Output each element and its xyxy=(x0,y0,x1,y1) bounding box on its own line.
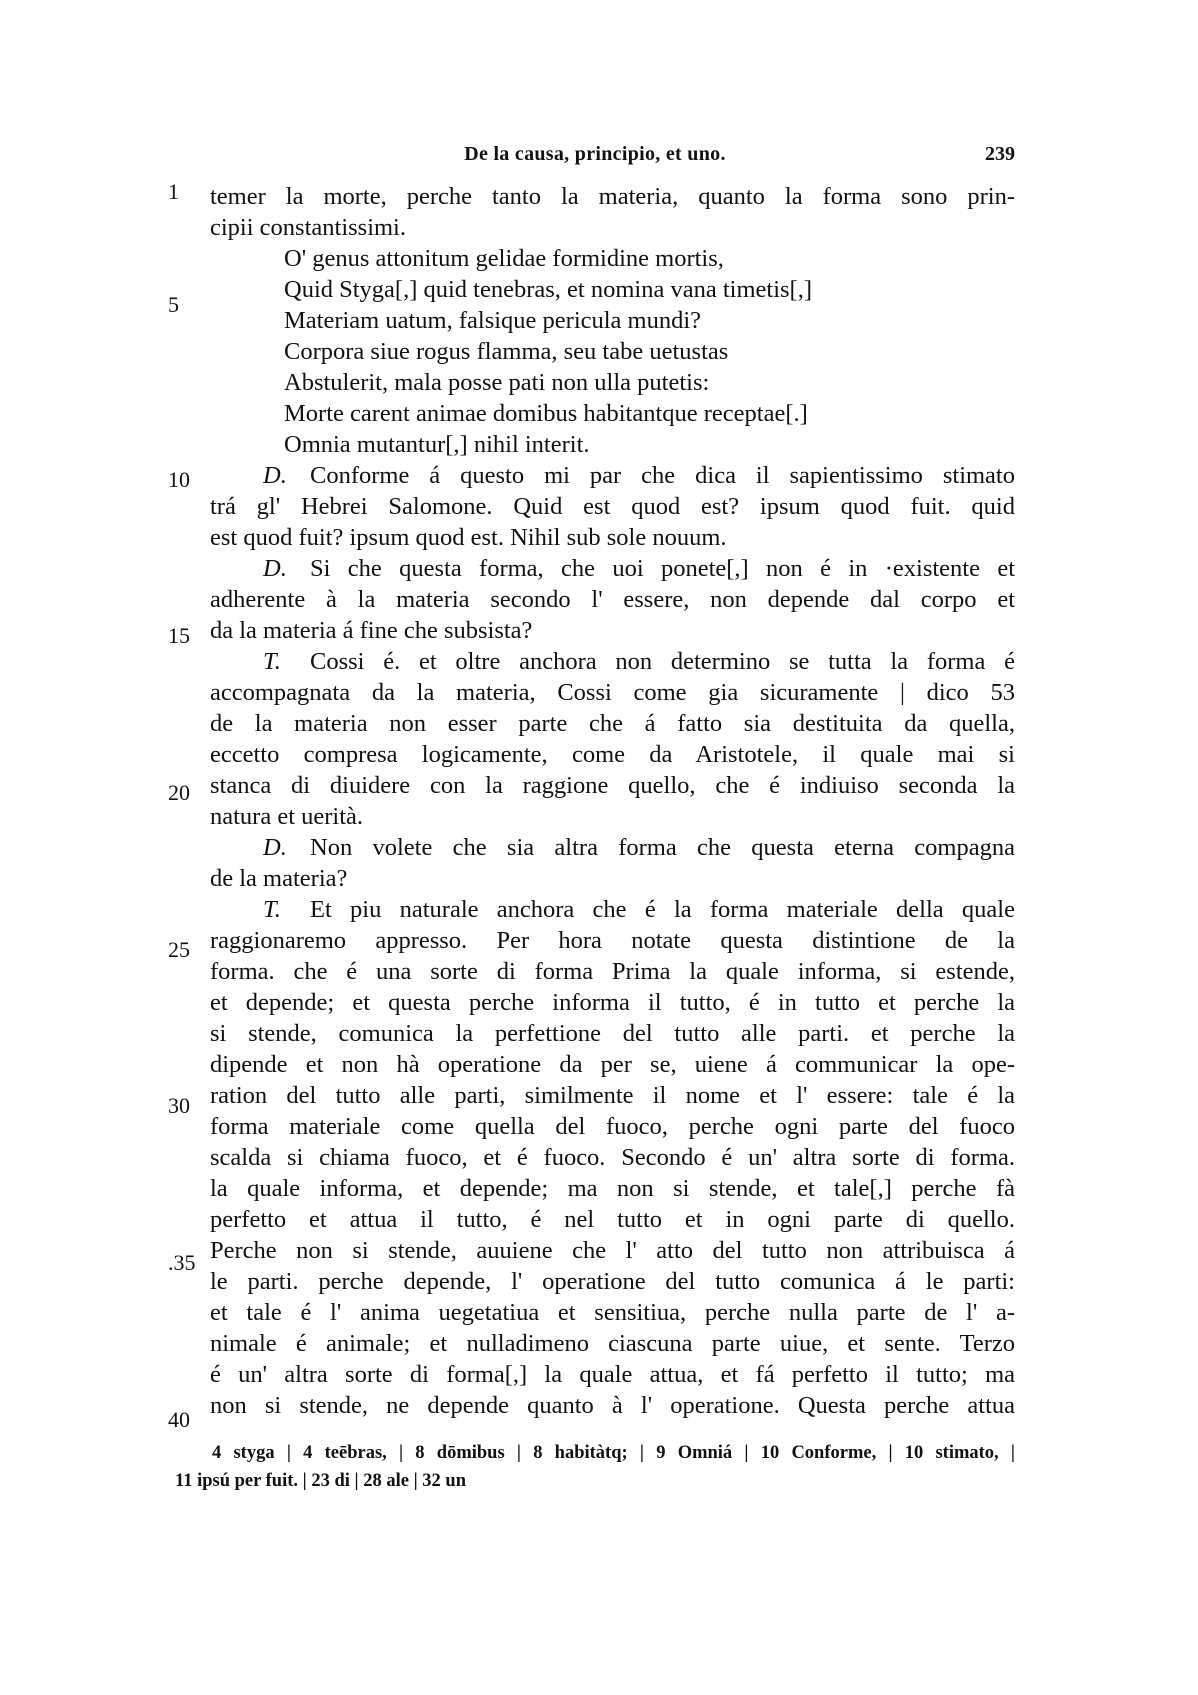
line-number: 25 xyxy=(168,937,190,962)
text-line: natura et uerità. xyxy=(210,803,364,830)
line-number: 30 xyxy=(168,1093,190,1118)
speaker-label: D. xyxy=(263,555,287,582)
speaker-label: D. xyxy=(263,834,287,861)
text-line: Et piu naturale anchora che é la forma materiale della quale xyxy=(310,896,1015,923)
text-line: forma. che é una sorte di forma Prima la quale informa, si estende, xyxy=(210,958,1015,985)
verse-line: Omnia mutantur[,] nihil interit. xyxy=(284,431,590,458)
text-line: cipii constantissimi. xyxy=(210,214,406,241)
text-line: da la materia á fine che subsista? xyxy=(210,617,533,644)
running-header xyxy=(175,143,1015,173)
page-number: 239 xyxy=(985,143,1015,165)
text-line: perfetto et attua il tutto, é nel tutto et in ogni parte di quello. xyxy=(210,1206,1015,1233)
text-line: raggionaremo appresso. Per hora notate questa distintione de la xyxy=(210,927,1015,954)
text-line: stanca di diuidere con la raggione quello, che é indiuiso seconda la xyxy=(210,772,1015,799)
text-line: si stende, comunica la perfettione del tutto alle parti. et perche la xyxy=(210,1020,1015,1047)
text-line: eccetto compresa logicamente, come da Aristotele, il quale mai si xyxy=(210,741,1015,768)
line-number: 5 xyxy=(168,292,179,317)
line-number: .35 xyxy=(168,1250,196,1275)
text-line: é un' altra sorte di forma[,] la quale attua, et fá perfetto il tutto; ma xyxy=(210,1361,1015,1388)
line-number: 20 xyxy=(168,780,190,805)
text-line: non si stende, ne depende quanto à l' operatione. Questa perche attua xyxy=(210,1392,1015,1419)
text-line: adherente à la materia secondo l' essere, non depende dal corpo et xyxy=(210,586,1015,613)
line-number: 40 xyxy=(168,1407,190,1432)
text-line: trá gl' Hebrei Salomone. Quid est quod est? ipsum quod fuit. quid xyxy=(210,493,1015,520)
text-line: scalda si chiama fuoco, et é fuoco. Secondo é un' altra sorte di forma. xyxy=(210,1144,1015,1171)
verse-line: Corpora siue rogus flamma, seu tabe uetustas xyxy=(284,338,729,365)
speaker-label: T. xyxy=(263,648,281,675)
text-line: nimale é animale; et nulladimeno ciascuna parte uiue, et sente. Terzo xyxy=(210,1330,1015,1357)
verse-line: Morte carent animae domibus habitantque receptae[.] xyxy=(284,400,808,427)
speaker-label: T. xyxy=(263,896,281,923)
text-line: la quale informa, et depende; ma non si stende, et tale[,] perche fà xyxy=(210,1175,1015,1202)
text-line: forma materiale come quella del fuoco, perche ogni parte del fuoco xyxy=(210,1113,1015,1140)
text-line: dipende et non hà operatione da per se, uiene á communicar la ope- xyxy=(210,1051,1015,1078)
verse-line: Abstulerit, mala posse pati non ulla putetis: xyxy=(284,369,710,396)
text-line: Si che questa forma, che uoi ponete[,] non é in ·existente et xyxy=(310,555,1015,582)
speaker-label: D. xyxy=(263,462,287,489)
verse-line: Materiam uatum, falsique pericula mundi? xyxy=(284,307,702,334)
text-line: est quod fuit? ipsum quod est. Nihil sub sole nouum. xyxy=(210,524,727,551)
text-line: de la materia non esser parte che á fatto sia destituita da quella, xyxy=(210,710,1015,737)
text-line: et depende; et questa perche informa il tutto, é in tutto et perche la xyxy=(210,989,1015,1016)
running-title: De la causa, principio, et uno. xyxy=(464,143,726,165)
footnote-line: 4 styga | 4 teēbras, | 8 dōmibus | 8 habitàtq; | 9 Omniá | 10 Conforme, | 10 stimato, | xyxy=(212,1443,1015,1463)
text-line: Perche non si stende, auuiene che l' atto del tutto non attribuisca á xyxy=(210,1237,1015,1264)
verse-line: O' genus attonitum gelidae formidine mortis, xyxy=(284,245,724,272)
line-number: 1 xyxy=(168,179,179,204)
verse-line: Quid Styga[,] quid tenebras, et nomina vana timetis[,] xyxy=(284,276,812,303)
text-line: et tale é l' anima uegetatiua et sensitiua, perche nulla parte de l' a- xyxy=(210,1299,1015,1326)
text-line: Conforme á questo mi par che dica il sapientissimo stimato xyxy=(310,462,1015,489)
text-line: Non volete che sia altra forma che questa eterna compagna xyxy=(310,834,1015,861)
text-line: accompagnata da la materia, Cossi come gia sicuramente | dico 53 xyxy=(210,679,1015,706)
text-line: le parti. perche depende, l' operatione del tutto comunica á le parti: xyxy=(210,1268,1015,1295)
footnote-line: 11 ipsú per fuit. | 23 di | 28 ale | 32 un xyxy=(175,1471,466,1491)
line-number: 15 xyxy=(168,623,190,648)
text-line: Cossi é. et oltre anchora non determino se tutta la forma é xyxy=(310,648,1015,675)
text-line: de la materia? xyxy=(210,865,348,892)
text-line: temer la morte, perche tanto la materia, quanto la forma sono prin- xyxy=(210,183,1015,210)
line-number: 10 xyxy=(168,467,190,492)
text-line: ration del tutto alle parti, similmente il nome et l' essere: tale é la xyxy=(210,1082,1015,1109)
